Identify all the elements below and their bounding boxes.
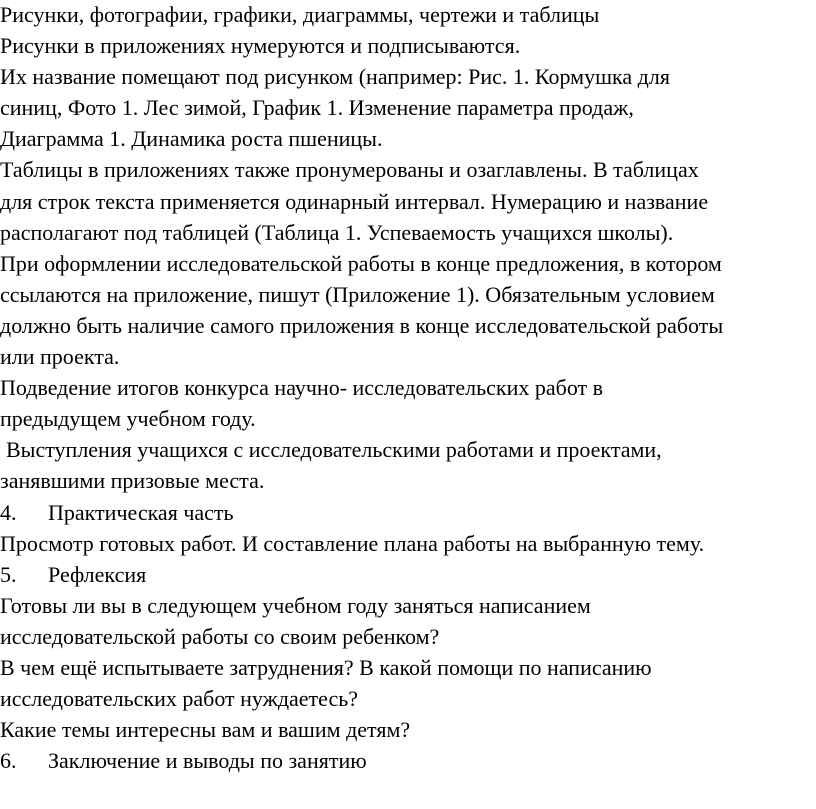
section-5-heading — [0, 559, 816, 590]
text-line: Таблицы в приложениях также пронумерованы и озаглавлены. В таблицах — [0, 157, 699, 183]
section-4-heading — [0, 497, 816, 528]
section-number: 4. — [0, 499, 17, 525]
section-title: Заключение и выводы по занятию — [48, 748, 367, 774]
text-line: Их название помещают под рисунком (например: Рис. 1. Кормушка для — [0, 64, 670, 90]
text-line: исследовательских работ нуждаетесь? — [0, 686, 359, 712]
text-line: Просмотр готовых работ. И составление плана работы на выбранную тему. — [0, 530, 705, 556]
text-line: ссылаются на приложение, пишут (Приложение 1). Обязательным условием — [0, 281, 715, 307]
text-line: Готовы ли вы в следующем учебном году заняться написанием — [0, 592, 591, 618]
text-line: или проекта. — [0, 344, 120, 370]
text-line: Выступления учащихся с исследовательскими работами и проектами, — [6, 437, 662, 463]
text-line: занявшими призовые места. — [0, 468, 265, 494]
section-number: 5. — [0, 561, 17, 587]
text-line: Рисунки, фотографии, графики, диаграммы, чертежи и таблицы — [0, 2, 600, 27]
text-line: В чем ещё испытываете затруднения? В какой помощи по написанию — [0, 654, 652, 680]
text-line: должно быть наличие самого приложения в конце исследовательской работы — [0, 312, 724, 338]
section-title: Рефлексия — [48, 561, 147, 587]
text-line: Рисунки в приложениях нумеруются и подписываются. — [0, 33, 521, 59]
text-line: Подведение итогов конкурса научно- исследовательских работ в — [0, 375, 604, 401]
section-title: Практическая часть — [48, 499, 234, 525]
text-line: Диаграмма 1. Динамика роста пшеницы. — [0, 126, 383, 152]
section-6-heading — [0, 745, 816, 776]
text-line: исследовательской работы со своим ребенком? — [0, 623, 440, 649]
text-line: для строк текста применяется одинарный интервал. Нумерацию и название — [0, 188, 709, 214]
text-line: располагают под таблицей (Таблица 1. Успеваемость учащихся школы). — [0, 219, 674, 245]
text-line: предыдущем учебном году. — [0, 406, 256, 432]
text-line: синиц, Фото 1. Лес зимой, График 1. Изменение параметра продаж, — [0, 95, 634, 121]
text-line: При оформлении исследовательской работы в конце предложения, в котором — [0, 250, 722, 276]
text-line: Какие темы интересны вам и вашим детям? — [0, 717, 411, 743]
section-number: 6. — [0, 748, 17, 774]
